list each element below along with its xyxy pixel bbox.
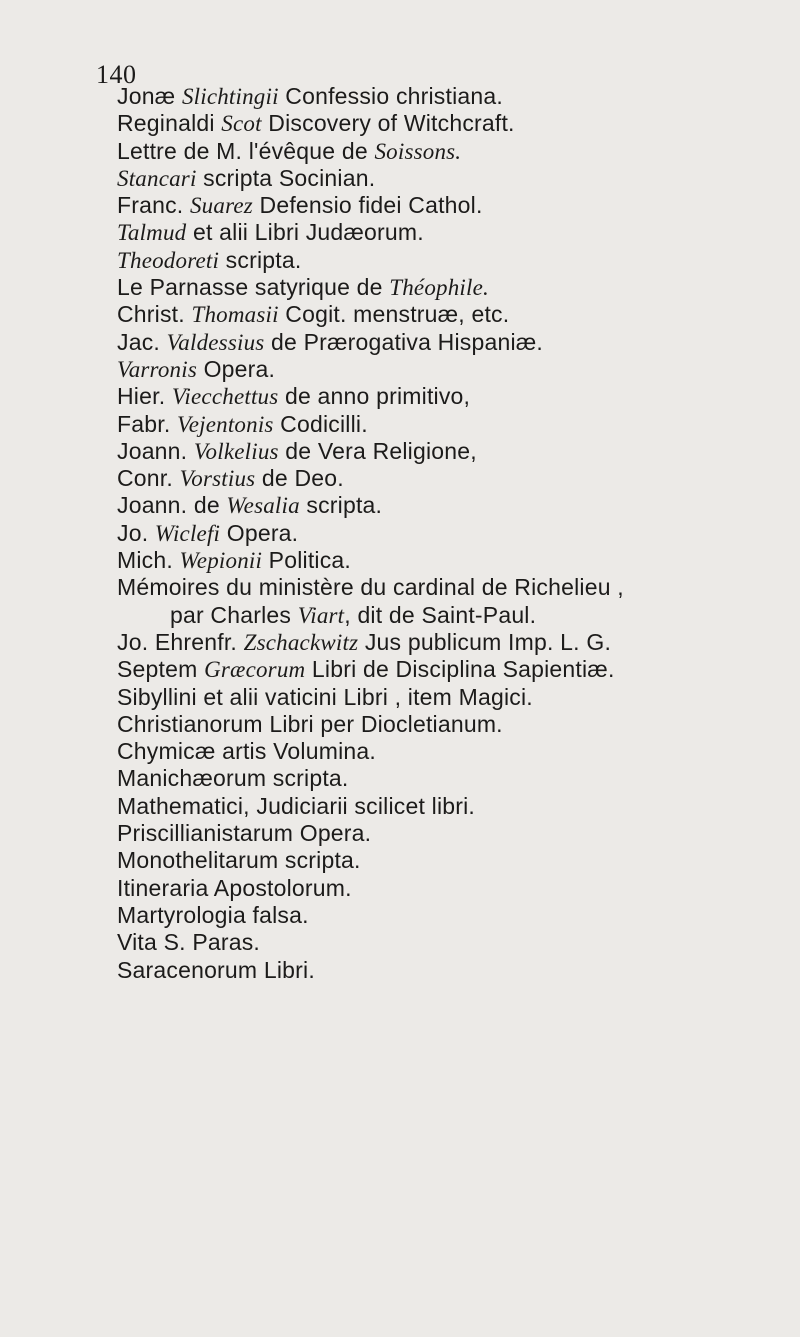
index-entry xyxy=(117,684,797,711)
entry-prefix: Le Parnasse satyrique de xyxy=(117,274,390,301)
entry-author-name: Talmud xyxy=(117,220,187,246)
index-entry xyxy=(117,629,797,656)
entry-suffix: Discovery of Witchcraft. xyxy=(261,110,515,137)
entry-suffix: Cogit. menstruæ, etc. xyxy=(278,301,510,328)
entry-suffix: Politica. xyxy=(262,547,352,574)
entry-prefix: Jo. Ehrenfr. xyxy=(117,628,244,655)
entry-prefix: Joann. xyxy=(117,437,194,464)
entry-author-name: Valdessius xyxy=(166,329,265,355)
index-entry xyxy=(117,574,797,601)
entry-suffix: Confessio christiana. xyxy=(278,83,503,109)
index-entry xyxy=(117,465,797,492)
entry-prefix: Christianorum Libri per Diocletianum. xyxy=(117,710,503,737)
index-entry xyxy=(117,547,797,574)
index-entry xyxy=(117,356,797,383)
entry-suffix: Opera. xyxy=(220,519,299,546)
index-entry xyxy=(117,793,797,820)
index-entry xyxy=(117,383,797,410)
entry-prefix: Jo. xyxy=(117,519,155,546)
entry-suffix: Opera. xyxy=(197,355,276,382)
entry-author-name: Wepionii xyxy=(179,548,263,574)
index-entry xyxy=(117,192,797,219)
index-entry xyxy=(117,847,797,874)
entry-prefix: Hier. xyxy=(117,383,172,410)
entry-suffix: de Vera Religione, xyxy=(278,437,477,464)
entry-prefix: Martyrologia falsa. xyxy=(117,901,309,928)
index-entry xyxy=(117,329,797,356)
entry-suffix: de anno primitivo, xyxy=(278,383,471,410)
entry-author-name: Scot xyxy=(221,111,262,137)
entry-author-name: Volkelius xyxy=(193,438,279,464)
index-entry-list xyxy=(117,83,797,984)
entry-prefix: Joann. de xyxy=(117,492,227,519)
entry-prefix: Manichæorum scripta. xyxy=(117,765,349,792)
entry-author-name: Viart xyxy=(297,602,345,628)
entry-prefix: Conr. xyxy=(117,465,180,492)
index-entry xyxy=(117,83,797,110)
index-entry xyxy=(117,110,797,137)
entry-suffix: Defensio fidei Cathol. xyxy=(252,192,483,219)
index-entry xyxy=(117,656,797,683)
entry-author-name: Varronis xyxy=(117,356,197,382)
entry-prefix: Christ. xyxy=(117,301,192,328)
entry-prefix: Jonæ xyxy=(117,83,182,109)
entry-suffix: scripta. xyxy=(299,492,383,519)
entry-prefix: Itineraria Apostolorum. xyxy=(117,874,352,901)
index-entry xyxy=(117,492,797,519)
entry-author-name: Vejentonis xyxy=(177,411,274,437)
entry-prefix: Mémoires du ministère du cardinal de Richelieu , xyxy=(117,574,624,601)
index-entry xyxy=(117,929,797,956)
index-entry xyxy=(117,602,797,629)
index-entry xyxy=(117,520,797,547)
entry-author-name: Viecchettus xyxy=(171,384,279,410)
index-entry xyxy=(117,138,797,165)
entry-prefix: Chymicæ artis Volumina. xyxy=(117,738,376,765)
entry-author-name: Suarez xyxy=(189,193,253,219)
index-entry xyxy=(117,438,797,465)
entry-author-name: Slichtingii xyxy=(181,84,279,109)
entry-author-name: Stancari xyxy=(117,165,197,191)
index-entry xyxy=(117,274,797,301)
entry-prefix: Saracenorum Libri. xyxy=(117,956,315,983)
entry-prefix: Franc. xyxy=(117,192,190,219)
index-entry xyxy=(117,902,797,929)
entry-prefix: Jac. xyxy=(117,328,167,355)
entry-author-name: Græcorum xyxy=(204,657,306,683)
index-entry xyxy=(117,247,797,274)
entry-prefix: par Charles xyxy=(170,601,298,628)
entry-suffix: Codicilli. xyxy=(273,410,368,437)
entry-prefix: Priscillianistarum Opera. xyxy=(117,820,372,847)
entry-suffix: , dit de Saint-Paul. xyxy=(344,601,537,628)
entry-prefix: Mathematici, Judiciarii scilicet libri. xyxy=(117,792,475,819)
entry-author-name: Soissons. xyxy=(374,138,462,164)
index-entry xyxy=(117,738,797,765)
entry-author-name: Théophile. xyxy=(389,275,489,301)
page-number: 140 xyxy=(96,60,137,89)
index-entry xyxy=(117,711,797,738)
index-entry xyxy=(117,820,797,847)
entry-prefix: Fabr. xyxy=(117,410,178,437)
entry-prefix: Monothelitarum scripta. xyxy=(117,847,361,874)
entry-author-name: Theodoreti xyxy=(117,247,220,273)
index-entry xyxy=(117,411,797,438)
entry-suffix: Libri de Disciplina Sapientiæ. xyxy=(305,656,615,683)
entry-prefix: Mich. xyxy=(117,547,180,574)
index-entry xyxy=(117,875,797,902)
entry-author-name: Thomasii xyxy=(191,302,279,328)
index-entry xyxy=(117,219,797,246)
index-entry xyxy=(117,165,797,192)
entry-author-name: Wesalia xyxy=(226,493,300,519)
entry-author-name: Zschackwitz xyxy=(243,629,359,655)
entry-suffix: et alii Libri Judæorum. xyxy=(186,219,424,246)
index-entry xyxy=(117,957,797,984)
entry-suffix: scripta Socinian. xyxy=(196,164,376,191)
entry-suffix: scripta. xyxy=(219,246,302,273)
entry-prefix: Septem xyxy=(117,656,205,683)
entry-prefix: Lettre de M. l'évêque de xyxy=(117,137,375,164)
entry-prefix: Reginaldi xyxy=(117,110,222,137)
entry-author-name: Vorstius xyxy=(179,466,256,492)
index-entry xyxy=(117,765,797,792)
entry-suffix: Jus publicum Imp. L. G. xyxy=(358,628,612,655)
entry-prefix: Sibyllini et alii vaticini Libri , item Magici. xyxy=(117,683,533,710)
entry-prefix: Vita S. Paras. xyxy=(117,929,261,956)
index-entry xyxy=(117,301,797,328)
entry-suffix: de Prærogativa Hispaniæ. xyxy=(264,328,543,355)
entry-suffix: de Deo. xyxy=(255,465,344,492)
entry-author-name: Wiclefi xyxy=(154,520,221,546)
